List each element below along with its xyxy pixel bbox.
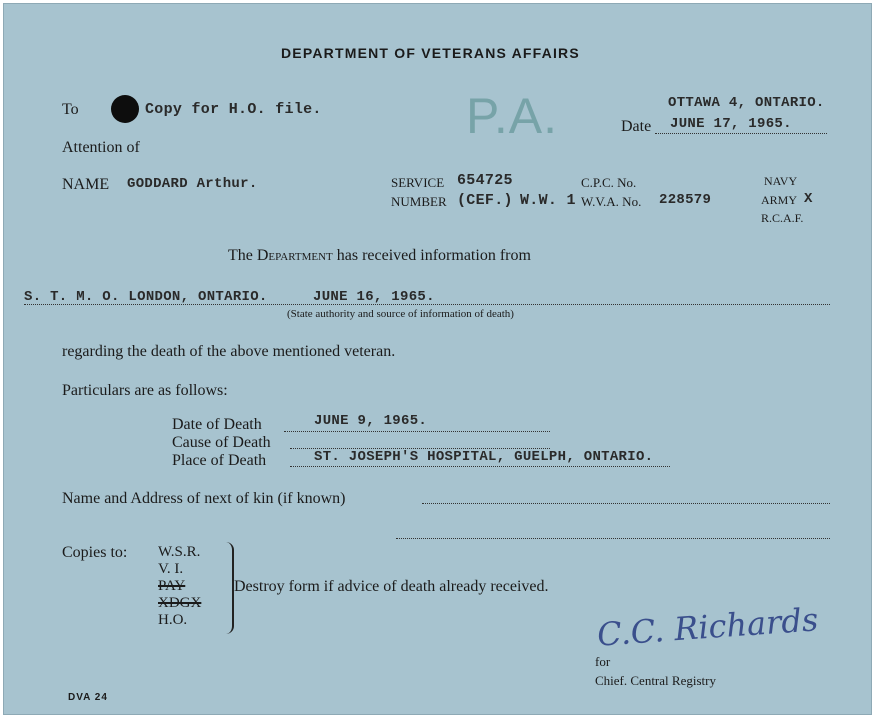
regarding-text: regarding the death of the above mentioned veteran.: [62, 343, 396, 360]
number-prefix: (CEF.): [457, 192, 513, 209]
rcaf-label: R.C.A.F.: [761, 211, 804, 225]
particulars-heading: Particulars are as follows:: [62, 382, 228, 399]
registry-title: Chief. Central Registry: [595, 673, 716, 688]
date-of-death-line: [284, 431, 550, 432]
service-number-value: 654725: [457, 172, 513, 189]
pa-stamp: P.A.: [466, 88, 559, 144]
copies-label: Copies to:: [62, 544, 128, 561]
place-of-death-line: [290, 466, 670, 467]
cpc-label: C.P.C. No.: [581, 175, 637, 190]
department-word: Department: [256, 247, 333, 264]
copy-item-vi: V. I.: [158, 561, 184, 577]
wva-label: W.V.A. No.: [581, 194, 642, 209]
army-label: ARMY: [761, 193, 798, 207]
date-of-death-value: JUNE 9, 1965.: [314, 413, 428, 429]
form-number: DVA 24: [68, 692, 108, 703]
received-prefix: The: [228, 247, 253, 264]
navy-label: NAVY: [764, 174, 798, 188]
army-mark: X: [804, 191, 813, 207]
ww-value: W.W. 1: [520, 192, 576, 209]
name-value: GODDARD Arthur.: [127, 176, 258, 192]
next-of-kin-label: Name and Address of next of kin (if known): [62, 490, 346, 507]
source-value: S. T. M. O. LONDON, ONTARIO.: [24, 289, 268, 305]
source-date: JUNE 16, 1965.: [313, 289, 435, 305]
number-label: NUMBER: [391, 194, 447, 209]
form-title: DEPARTMENT OF VETERANS AFFAIRS: [281, 45, 580, 61]
location-value: OTTAWA 4, ONTARIO.: [668, 95, 825, 111]
copy-item-pay: PAY: [158, 578, 186, 594]
copies-list: [158, 544, 201, 629]
received-sentence: [228, 247, 531, 265]
date-of-death-label: Date of Death: [172, 416, 262, 433]
to-label: To: [62, 101, 79, 118]
wva-value: 228579: [659, 192, 712, 208]
death-notification-form: [3, 3, 872, 715]
source-caption: (State authority and source of information of death): [287, 308, 514, 320]
place-of-death-label: Place of Death: [172, 452, 267, 469]
date-line: [655, 133, 827, 134]
source-line: [24, 304, 830, 305]
copy-item-wsr: W.S.R.: [158, 544, 201, 560]
cause-of-death-label: Cause of Death: [172, 434, 271, 451]
destroy-note: Destroy form if advice of death already received.: [234, 578, 549, 595]
for-label: for: [595, 654, 611, 669]
copy-note: Copy for H.O. file.: [145, 101, 322, 118]
copies-bracket: [222, 542, 234, 634]
name-label: NAME: [62, 176, 110, 193]
received-suffix: has received information from: [336, 247, 531, 264]
service-label: SERVICE: [391, 175, 445, 190]
place-of-death-value: ST. JOSEPH'S HOSPITAL, GUELPH, ONTARIO.: [314, 449, 654, 465]
date-value: JUNE 17, 1965.: [670, 116, 792, 132]
copy-item-ho: H.O.: [158, 612, 188, 628]
copy-item-dcd: XDGX: [158, 595, 202, 611]
date-label: Date: [621, 118, 652, 135]
attention-label: Attention of: [62, 139, 140, 156]
next-of-kin-line-1: [422, 503, 830, 504]
hole-punch-mark: [111, 95, 139, 123]
signature: C.C. Richards: [595, 600, 820, 654]
next-of-kin-line-2: [396, 538, 830, 539]
